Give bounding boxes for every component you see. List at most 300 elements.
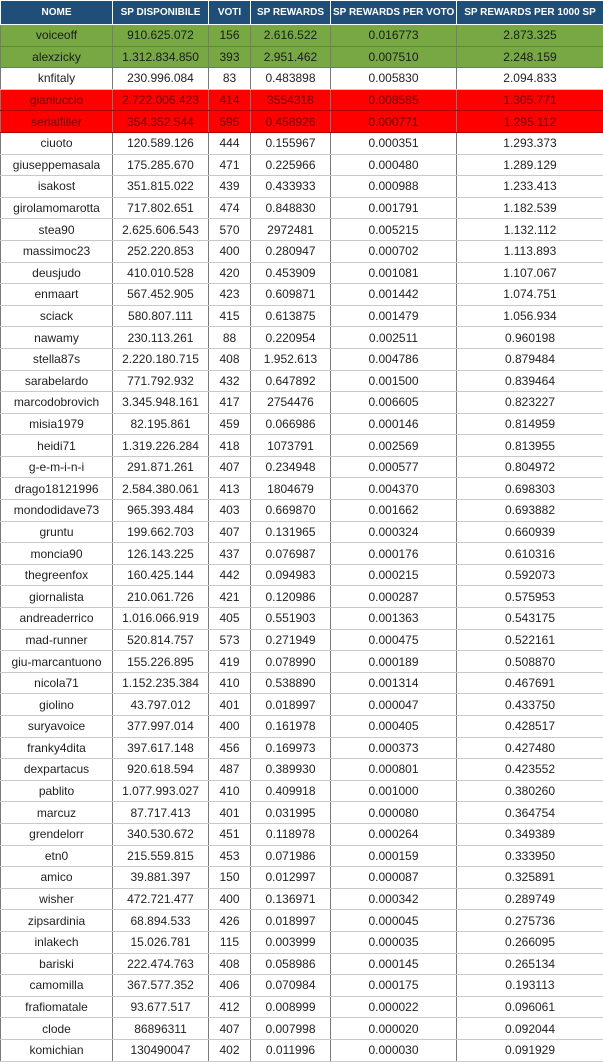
cell-sp-disponibile: 215.559.815 bbox=[113, 845, 209, 867]
cell-voti: 419 bbox=[209, 651, 251, 673]
cell-sp-rewards: 0.647892 bbox=[251, 370, 331, 392]
cell-sp-rewards-per-voto: 0.000146 bbox=[331, 413, 457, 435]
cell-voti: 456 bbox=[209, 737, 251, 759]
cell-sp-rewards: 0.120986 bbox=[251, 586, 331, 608]
cell-sp-disponibile: 771.792.932 bbox=[113, 370, 209, 392]
cell-sp-rewards-per-voto: 0.000702 bbox=[331, 240, 457, 262]
cell-voti: 432 bbox=[209, 370, 251, 392]
cell-sp-disponibile: 472.721.477 bbox=[113, 888, 209, 910]
cell-sp-rewards-per-voto: 0.001000 bbox=[331, 780, 457, 802]
cell-voti: 418 bbox=[209, 435, 251, 457]
cell-voti: 437 bbox=[209, 543, 251, 565]
cell-sp-rewards-per-1000-sp: 0.433750 bbox=[457, 694, 603, 716]
cell-voti: 407 bbox=[209, 456, 251, 478]
table-row bbox=[1, 25, 603, 47]
cell-sp-rewards: 0.483898 bbox=[251, 68, 331, 90]
cell-sp-rewards-per-voto: 0.000030 bbox=[331, 1039, 457, 1061]
cell-voti: 408 bbox=[209, 348, 251, 370]
table-row bbox=[1, 154, 603, 176]
cell-sp-rewards-per-1000-sp: 0.096061 bbox=[457, 996, 603, 1018]
table-row bbox=[1, 176, 603, 198]
cell-sp-rewards: 1804679 bbox=[251, 478, 331, 500]
cell-sp-rewards-per-1000-sp: 0.960198 bbox=[457, 327, 603, 349]
cell-nome: bariski bbox=[1, 953, 113, 975]
cell-nome: giu-marcantuono bbox=[1, 651, 113, 673]
cell-sp-disponibile: 3.345.948.161 bbox=[113, 392, 209, 414]
table-row bbox=[1, 521, 603, 543]
cell-nome: giolino bbox=[1, 694, 113, 716]
cell-sp-disponibile: 2.625.606.543 bbox=[113, 219, 209, 241]
cell-sp-rewards: 0.613875 bbox=[251, 305, 331, 327]
cell-sp-rewards-per-voto: 0.001442 bbox=[331, 284, 457, 306]
cell-voti: 420 bbox=[209, 262, 251, 284]
table-row bbox=[1, 500, 603, 522]
table-row bbox=[1, 413, 603, 435]
cell-sp-rewards: 0.007998 bbox=[251, 1018, 331, 1040]
cell-sp-rewards-per-1000-sp: 0.091929 bbox=[457, 1039, 603, 1061]
cell-sp-rewards-per-1000-sp: 2.873.325 bbox=[457, 25, 603, 47]
table-row bbox=[1, 284, 603, 306]
cell-voti: 459 bbox=[209, 413, 251, 435]
table-row bbox=[1, 672, 603, 694]
cell-nome: marcodobrovich bbox=[1, 392, 113, 414]
cell-nome: stella87s bbox=[1, 348, 113, 370]
header-nome: NOME bbox=[1, 1, 113, 25]
cell-sp-rewards: 0.131965 bbox=[251, 521, 331, 543]
cell-voti: 471 bbox=[209, 154, 251, 176]
cell-sp-rewards-per-voto: 0.002511 bbox=[331, 327, 457, 349]
cell-sp-rewards-per-voto: 0.004786 bbox=[331, 348, 457, 370]
cell-nome: pablito bbox=[1, 780, 113, 802]
cell-sp-rewards-per-1000-sp: 0.522161 bbox=[457, 629, 603, 651]
table-row bbox=[1, 111, 603, 133]
cell-sp-rewards-per-voto: 0.000577 bbox=[331, 456, 457, 478]
cell-sp-rewards: 0.409918 bbox=[251, 780, 331, 802]
cell-sp-rewards: 0.076987 bbox=[251, 543, 331, 565]
cell-nome: moncia90 bbox=[1, 543, 113, 565]
cell-sp-disponibile: 155.226.895 bbox=[113, 651, 209, 673]
cell-sp-disponibile: 199.662.703 bbox=[113, 521, 209, 543]
cell-sp-disponibile: 1.016.066.919 bbox=[113, 608, 209, 630]
table-row bbox=[1, 780, 603, 802]
table-row bbox=[1, 953, 603, 975]
cell-sp-rewards-per-1000-sp: 0.423552 bbox=[457, 759, 603, 781]
cell-sp-rewards-per-1000-sp: 0.349389 bbox=[457, 823, 603, 845]
cell-nome: knfitaly bbox=[1, 68, 113, 90]
cell-sp-rewards-per-voto: 0.001479 bbox=[331, 305, 457, 327]
cell-sp-rewards: 0.018997 bbox=[251, 694, 331, 716]
cell-sp-rewards-per-voto: 0.005830 bbox=[331, 68, 457, 90]
cell-voti: 412 bbox=[209, 996, 251, 1018]
table-row bbox=[1, 759, 603, 781]
cell-sp-rewards-per-1000-sp: 1.289.129 bbox=[457, 154, 603, 176]
cell-voti: 474 bbox=[209, 197, 251, 219]
cell-sp-rewards-per-1000-sp: 1.295.112 bbox=[457, 111, 603, 133]
cell-sp-disponibile: 1.312.834.850 bbox=[113, 46, 209, 68]
cell-voti: 403 bbox=[209, 500, 251, 522]
cell-sp-rewards-per-voto: 0.000035 bbox=[331, 931, 457, 953]
cell-sp-disponibile: 567.452.905 bbox=[113, 284, 209, 306]
table-row bbox=[1, 629, 603, 651]
table-body bbox=[1, 25, 603, 1062]
cell-sp-rewards-per-voto: 0.000215 bbox=[331, 564, 457, 586]
cell-voti: 406 bbox=[209, 975, 251, 997]
cell-sp-disponibile: 291.871.261 bbox=[113, 456, 209, 478]
cell-sp-disponibile: 86896311 bbox=[113, 1018, 209, 1040]
cell-sp-rewards-per-voto: 0.001500 bbox=[331, 370, 457, 392]
cell-sp-disponibile: 2.220.180.715 bbox=[113, 348, 209, 370]
cell-sp-disponibile: 340.530.672 bbox=[113, 823, 209, 845]
cell-sp-rewards: 0.551903 bbox=[251, 608, 331, 630]
table-row bbox=[1, 370, 603, 392]
header-sp-rewards: SP REWARDS bbox=[251, 1, 331, 25]
cell-sp-rewards-per-voto: 0.000324 bbox=[331, 521, 457, 543]
cell-sp-disponibile: 2.722.006.423 bbox=[113, 89, 209, 111]
cell-voti: 156 bbox=[209, 25, 251, 47]
cell-sp-rewards: 2972481 bbox=[251, 219, 331, 241]
cell-sp-disponibile: 175.285.670 bbox=[113, 154, 209, 176]
cell-sp-disponibile: 87.717.413 bbox=[113, 802, 209, 824]
cell-sp-rewards-per-1000-sp: 0.265134 bbox=[457, 953, 603, 975]
cell-sp-rewards-per-voto: 0.016773 bbox=[331, 25, 457, 47]
cell-sp-rewards-per-1000-sp: 1.132.112 bbox=[457, 219, 603, 241]
cell-sp-rewards-per-voto: 0.000022 bbox=[331, 996, 457, 1018]
cell-nome: andreaderrico bbox=[1, 608, 113, 630]
table-row bbox=[1, 867, 603, 889]
cell-sp-rewards: 0.071986 bbox=[251, 845, 331, 867]
cell-sp-rewards: 0.031995 bbox=[251, 802, 331, 824]
cell-sp-rewards: 0.011996 bbox=[251, 1039, 331, 1061]
table-row bbox=[1, 975, 603, 997]
cell-nome: girolamomarotta bbox=[1, 197, 113, 219]
cell-voti: 442 bbox=[209, 564, 251, 586]
table-row bbox=[1, 931, 603, 953]
cell-voti: 402 bbox=[209, 1039, 251, 1061]
cell-nome: marcuz bbox=[1, 802, 113, 824]
cell-sp-rewards-per-voto: 0.000287 bbox=[331, 586, 457, 608]
cell-voti: 408 bbox=[209, 953, 251, 975]
cell-voti: 401 bbox=[209, 802, 251, 824]
cell-sp-disponibile: 397.617.148 bbox=[113, 737, 209, 759]
cell-sp-rewards: 0.012997 bbox=[251, 867, 331, 889]
cell-nome: etn0 bbox=[1, 845, 113, 867]
header-voti: VOTI bbox=[209, 1, 251, 25]
cell-sp-rewards-per-1000-sp: 0.592073 bbox=[457, 564, 603, 586]
cell-sp-rewards-per-1000-sp: 0.660939 bbox=[457, 521, 603, 543]
table-row bbox=[1, 845, 603, 867]
cell-voti: 410 bbox=[209, 780, 251, 802]
cell-sp-rewards: 3554318 bbox=[251, 89, 331, 111]
cell-sp-rewards-per-voto: 0.000480 bbox=[331, 154, 457, 176]
cell-sp-rewards-per-voto: 0.000475 bbox=[331, 629, 457, 651]
cell-sp-rewards: 0.220954 bbox=[251, 327, 331, 349]
table-row bbox=[1, 327, 603, 349]
cell-sp-disponibile: 210.061.726 bbox=[113, 586, 209, 608]
cell-sp-rewards-per-voto: 0.000405 bbox=[331, 716, 457, 738]
cell-sp-rewards-per-voto: 0.000045 bbox=[331, 910, 457, 932]
cell-voti: 115 bbox=[209, 931, 251, 953]
cell-sp-disponibile: 230.996.084 bbox=[113, 68, 209, 90]
cell-sp-rewards: 0.280947 bbox=[251, 240, 331, 262]
cell-sp-rewards: 0.161978 bbox=[251, 716, 331, 738]
cell-sp-disponibile: 93.677.517 bbox=[113, 996, 209, 1018]
table-row bbox=[1, 586, 603, 608]
cell-voti: 400 bbox=[209, 716, 251, 738]
cell-sp-rewards-per-voto: 0.008585 bbox=[331, 89, 457, 111]
cell-sp-disponibile: 2.584.380.061 bbox=[113, 478, 209, 500]
cell-sp-rewards-per-voto: 0.000988 bbox=[331, 176, 457, 198]
cell-sp-rewards-per-voto: 0.007510 bbox=[331, 46, 457, 68]
cell-nome: nicola71 bbox=[1, 672, 113, 694]
cell-sp-disponibile: 160.425.144 bbox=[113, 564, 209, 586]
cell-nome: dexpartacus bbox=[1, 759, 113, 781]
cell-sp-rewards-per-1000-sp: 0.575953 bbox=[457, 586, 603, 608]
cell-sp-disponibile: 1.319.226.284 bbox=[113, 435, 209, 457]
cell-sp-disponibile: 68.894.533 bbox=[113, 910, 209, 932]
table-row bbox=[1, 197, 603, 219]
cell-sp-disponibile: 15.026.781 bbox=[113, 931, 209, 953]
cell-sp-rewards-per-voto: 0.000080 bbox=[331, 802, 457, 824]
table-row bbox=[1, 435, 603, 457]
cell-nome: mondodidave73 bbox=[1, 500, 113, 522]
cell-nome: voiceoff bbox=[1, 25, 113, 47]
cell-sp-rewards: 0.225966 bbox=[251, 154, 331, 176]
cell-nome: gianluccio bbox=[1, 89, 113, 111]
cell-sp-rewards-per-voto: 0.000373 bbox=[331, 737, 457, 759]
cell-sp-rewards-per-1000-sp: 0.508870 bbox=[457, 651, 603, 673]
cell-sp-rewards-per-1000-sp: 0.693882 bbox=[457, 500, 603, 522]
cell-nome: ciuoto bbox=[1, 132, 113, 154]
table-row bbox=[1, 392, 603, 414]
cell-nome: giuseppemasala bbox=[1, 154, 113, 176]
table-row bbox=[1, 89, 603, 111]
cell-sp-rewards: 0.458926 bbox=[251, 111, 331, 133]
cell-sp-disponibile: 920.618.594 bbox=[113, 759, 209, 781]
cell-voti: 83 bbox=[209, 68, 251, 90]
cell-sp-rewards-per-1000-sp: 0.289749 bbox=[457, 888, 603, 910]
cell-nome: nawamy bbox=[1, 327, 113, 349]
cell-sp-rewards-per-1000-sp: 0.543175 bbox=[457, 608, 603, 630]
cell-nome: inlakech bbox=[1, 931, 113, 953]
cell-nome: camomilla bbox=[1, 975, 113, 997]
cell-sp-rewards-per-1000-sp: 1.074.751 bbox=[457, 284, 603, 306]
cell-sp-rewards-per-1000-sp: 0.427480 bbox=[457, 737, 603, 759]
cell-sp-rewards: 0.669870 bbox=[251, 500, 331, 522]
cell-sp-rewards-per-voto: 0.000176 bbox=[331, 543, 457, 565]
cell-sp-rewards-per-1000-sp: 2.248.159 bbox=[457, 46, 603, 68]
cell-sp-rewards-per-voto: 0.000264 bbox=[331, 823, 457, 845]
cell-sp-rewards: 0.848830 bbox=[251, 197, 331, 219]
cell-sp-disponibile: 252.220.853 bbox=[113, 240, 209, 262]
cell-nome: komichian bbox=[1, 1039, 113, 1061]
cell-nome: deusjudo bbox=[1, 262, 113, 284]
cell-sp-rewards: 0.058986 bbox=[251, 953, 331, 975]
cell-nome: sciack bbox=[1, 305, 113, 327]
cell-sp-rewards: 1.952.613 bbox=[251, 348, 331, 370]
cell-nome: zipsardinia bbox=[1, 910, 113, 932]
table-row bbox=[1, 608, 603, 630]
table-row bbox=[1, 996, 603, 1018]
cell-voti: 426 bbox=[209, 910, 251, 932]
table-row bbox=[1, 910, 603, 932]
cell-sp-rewards-per-1000-sp: 0.325891 bbox=[457, 867, 603, 889]
table-row bbox=[1, 219, 603, 241]
cell-sp-rewards-per-1000-sp: 0.364754 bbox=[457, 802, 603, 824]
cell-voti: 400 bbox=[209, 240, 251, 262]
header-row bbox=[1, 1, 603, 25]
cell-nome: thegreenfox bbox=[1, 564, 113, 586]
cell-sp-rewards-per-voto: 0.000087 bbox=[331, 867, 457, 889]
cell-sp-rewards-per-voto: 0.000801 bbox=[331, 759, 457, 781]
table-row bbox=[1, 348, 603, 370]
cell-sp-rewards-per-voto: 0.001363 bbox=[331, 608, 457, 630]
table-row bbox=[1, 1039, 603, 1061]
cell-sp-rewards-per-voto: 0.000175 bbox=[331, 975, 457, 997]
cell-nome: isakost bbox=[1, 176, 113, 198]
table-row bbox=[1, 651, 603, 673]
cell-sp-disponibile: 580.807.111 bbox=[113, 305, 209, 327]
header-sp-rewards-per-1000-sp: SP REWARDS PER 1000 SP bbox=[457, 1, 603, 25]
cell-nome: suryavoice bbox=[1, 716, 113, 738]
cell-sp-rewards-per-1000-sp: 2.094.833 bbox=[457, 68, 603, 90]
cell-sp-disponibile: 130490047 bbox=[113, 1039, 209, 1061]
table-row bbox=[1, 694, 603, 716]
cell-sp-disponibile: 82.195.861 bbox=[113, 413, 209, 435]
cell-nome: misia1979 bbox=[1, 413, 113, 435]
cell-nome: frafiomatale bbox=[1, 996, 113, 1018]
table-row bbox=[1, 240, 603, 262]
cell-nome: gruntu bbox=[1, 521, 113, 543]
cell-sp-rewards: 0.070984 bbox=[251, 975, 331, 997]
cell-voti: 439 bbox=[209, 176, 251, 198]
cell-nome: mad-runner bbox=[1, 629, 113, 651]
cell-sp-disponibile: 126.143.225 bbox=[113, 543, 209, 565]
cell-sp-disponibile: 520.814.757 bbox=[113, 629, 209, 651]
cell-sp-disponibile: 39.881.397 bbox=[113, 867, 209, 889]
cell-sp-rewards-per-voto: 0.000771 bbox=[331, 111, 457, 133]
cell-voti: 400 bbox=[209, 888, 251, 910]
cell-sp-disponibile: 1.077.993.027 bbox=[113, 780, 209, 802]
cell-sp-disponibile: 43.797.012 bbox=[113, 694, 209, 716]
table-row bbox=[1, 1018, 603, 1040]
cell-sp-rewards-per-1000-sp: 0.814959 bbox=[457, 413, 603, 435]
cell-sp-disponibile: 965.393.484 bbox=[113, 500, 209, 522]
cell-nome: giornalista bbox=[1, 586, 113, 608]
cell-sp-disponibile: 120.589.126 bbox=[113, 132, 209, 154]
cell-sp-rewards: 0.538890 bbox=[251, 672, 331, 694]
cell-nome: clode bbox=[1, 1018, 113, 1040]
cell-voti: 150 bbox=[209, 867, 251, 889]
cell-sp-rewards: 0.003999 bbox=[251, 931, 331, 953]
table-row bbox=[1, 305, 603, 327]
cell-sp-rewards-per-1000-sp: 1.056.934 bbox=[457, 305, 603, 327]
cell-sp-rewards-per-1000-sp: 0.823227 bbox=[457, 392, 603, 414]
cell-sp-rewards-per-1000-sp: 0.092044 bbox=[457, 1018, 603, 1040]
table-row bbox=[1, 888, 603, 910]
cell-sp-rewards-per-1000-sp: 1.233.413 bbox=[457, 176, 603, 198]
cell-nome: drago18121996 bbox=[1, 478, 113, 500]
cell-sp-rewards: 0.389930 bbox=[251, 759, 331, 781]
cell-nome: serialfiller bbox=[1, 111, 113, 133]
cell-voti: 595 bbox=[209, 111, 251, 133]
cell-sp-rewards-per-1000-sp: 0.804972 bbox=[457, 456, 603, 478]
table-row bbox=[1, 132, 603, 154]
cell-sp-rewards: 0.234948 bbox=[251, 456, 331, 478]
table-row bbox=[1, 716, 603, 738]
cell-sp-rewards-per-voto: 0.001662 bbox=[331, 500, 457, 522]
table-row bbox=[1, 456, 603, 478]
cell-sp-rewards-per-voto: 0.001791 bbox=[331, 197, 457, 219]
cell-sp-rewards: 0.078990 bbox=[251, 651, 331, 673]
cell-sp-rewards-per-1000-sp: 1.293.373 bbox=[457, 132, 603, 154]
cell-sp-rewards-per-1000-sp: 0.266095 bbox=[457, 931, 603, 953]
cell-sp-rewards: 0.169973 bbox=[251, 737, 331, 759]
cell-nome: sarabelardo bbox=[1, 370, 113, 392]
cell-sp-rewards-per-1000-sp: 0.193113 bbox=[457, 975, 603, 997]
cell-sp-rewards: 0.018997 bbox=[251, 910, 331, 932]
cell-sp-rewards-per-1000-sp: 1.182.539 bbox=[457, 197, 603, 219]
cell-sp-rewards-per-voto: 0.000159 bbox=[331, 845, 457, 867]
cell-voti: 407 bbox=[209, 1018, 251, 1040]
cell-sp-rewards-per-voto: 0.001314 bbox=[331, 672, 457, 694]
cell-voti: 487 bbox=[209, 759, 251, 781]
cell-sp-rewards-per-voto: 0.002569 bbox=[331, 435, 457, 457]
cell-voti: 573 bbox=[209, 629, 251, 651]
cell-voti: 401 bbox=[209, 694, 251, 716]
cell-sp-rewards-per-1000-sp: 1.107.067 bbox=[457, 262, 603, 284]
cell-nome: alexzicky bbox=[1, 46, 113, 68]
cell-voti: 413 bbox=[209, 478, 251, 500]
cell-sp-rewards-per-1000-sp: 0.428517 bbox=[457, 716, 603, 738]
cell-voti: 410 bbox=[209, 672, 251, 694]
cell-sp-rewards-per-voto: 0.005215 bbox=[331, 219, 457, 241]
cell-sp-rewards-per-voto: 0.000351 bbox=[331, 132, 457, 154]
cell-voti: 405 bbox=[209, 608, 251, 630]
cell-voti: 423 bbox=[209, 284, 251, 306]
table-row bbox=[1, 68, 603, 90]
cell-nome: amico bbox=[1, 867, 113, 889]
table-row bbox=[1, 478, 603, 500]
cell-nome: heidi71 bbox=[1, 435, 113, 457]
table-row bbox=[1, 737, 603, 759]
cell-sp-rewards-per-1000-sp: 0.610316 bbox=[457, 543, 603, 565]
cell-sp-disponibile: 230.113.261 bbox=[113, 327, 209, 349]
cell-sp-disponibile: 367.577.352 bbox=[113, 975, 209, 997]
cell-sp-rewards-per-1000-sp: 1.305.771 bbox=[457, 89, 603, 111]
cell-voti: 415 bbox=[209, 305, 251, 327]
cell-sp-rewards-per-voto: 0.000145 bbox=[331, 953, 457, 975]
cell-sp-disponibile: 222.474.763 bbox=[113, 953, 209, 975]
cell-sp-rewards-per-1000-sp: 0.839464 bbox=[457, 370, 603, 392]
cell-voti: 88 bbox=[209, 327, 251, 349]
cell-sp-rewards-per-1000-sp: 0.698303 bbox=[457, 478, 603, 500]
cell-sp-rewards: 2.951.462 bbox=[251, 46, 331, 68]
cell-sp-rewards-per-1000-sp: 0.333950 bbox=[457, 845, 603, 867]
header-sp-disponibile: SP DISPONIBILE bbox=[113, 1, 209, 25]
cell-voti: 414 bbox=[209, 89, 251, 111]
cell-sp-rewards: 0.118978 bbox=[251, 823, 331, 845]
header-sp-rewards-per-voto: SP REWARDS PER VOTO bbox=[331, 1, 457, 25]
cell-voti: 393 bbox=[209, 46, 251, 68]
cell-sp-rewards: 0.453909 bbox=[251, 262, 331, 284]
cell-voti: 451 bbox=[209, 823, 251, 845]
table-row bbox=[1, 564, 603, 586]
cell-sp-rewards: 0.155967 bbox=[251, 132, 331, 154]
cell-sp-rewards-per-1000-sp: 0.879484 bbox=[457, 348, 603, 370]
cell-voti: 444 bbox=[209, 132, 251, 154]
cell-sp-rewards-per-voto: 0.004370 bbox=[331, 478, 457, 500]
cell-voti: 417 bbox=[209, 392, 251, 414]
